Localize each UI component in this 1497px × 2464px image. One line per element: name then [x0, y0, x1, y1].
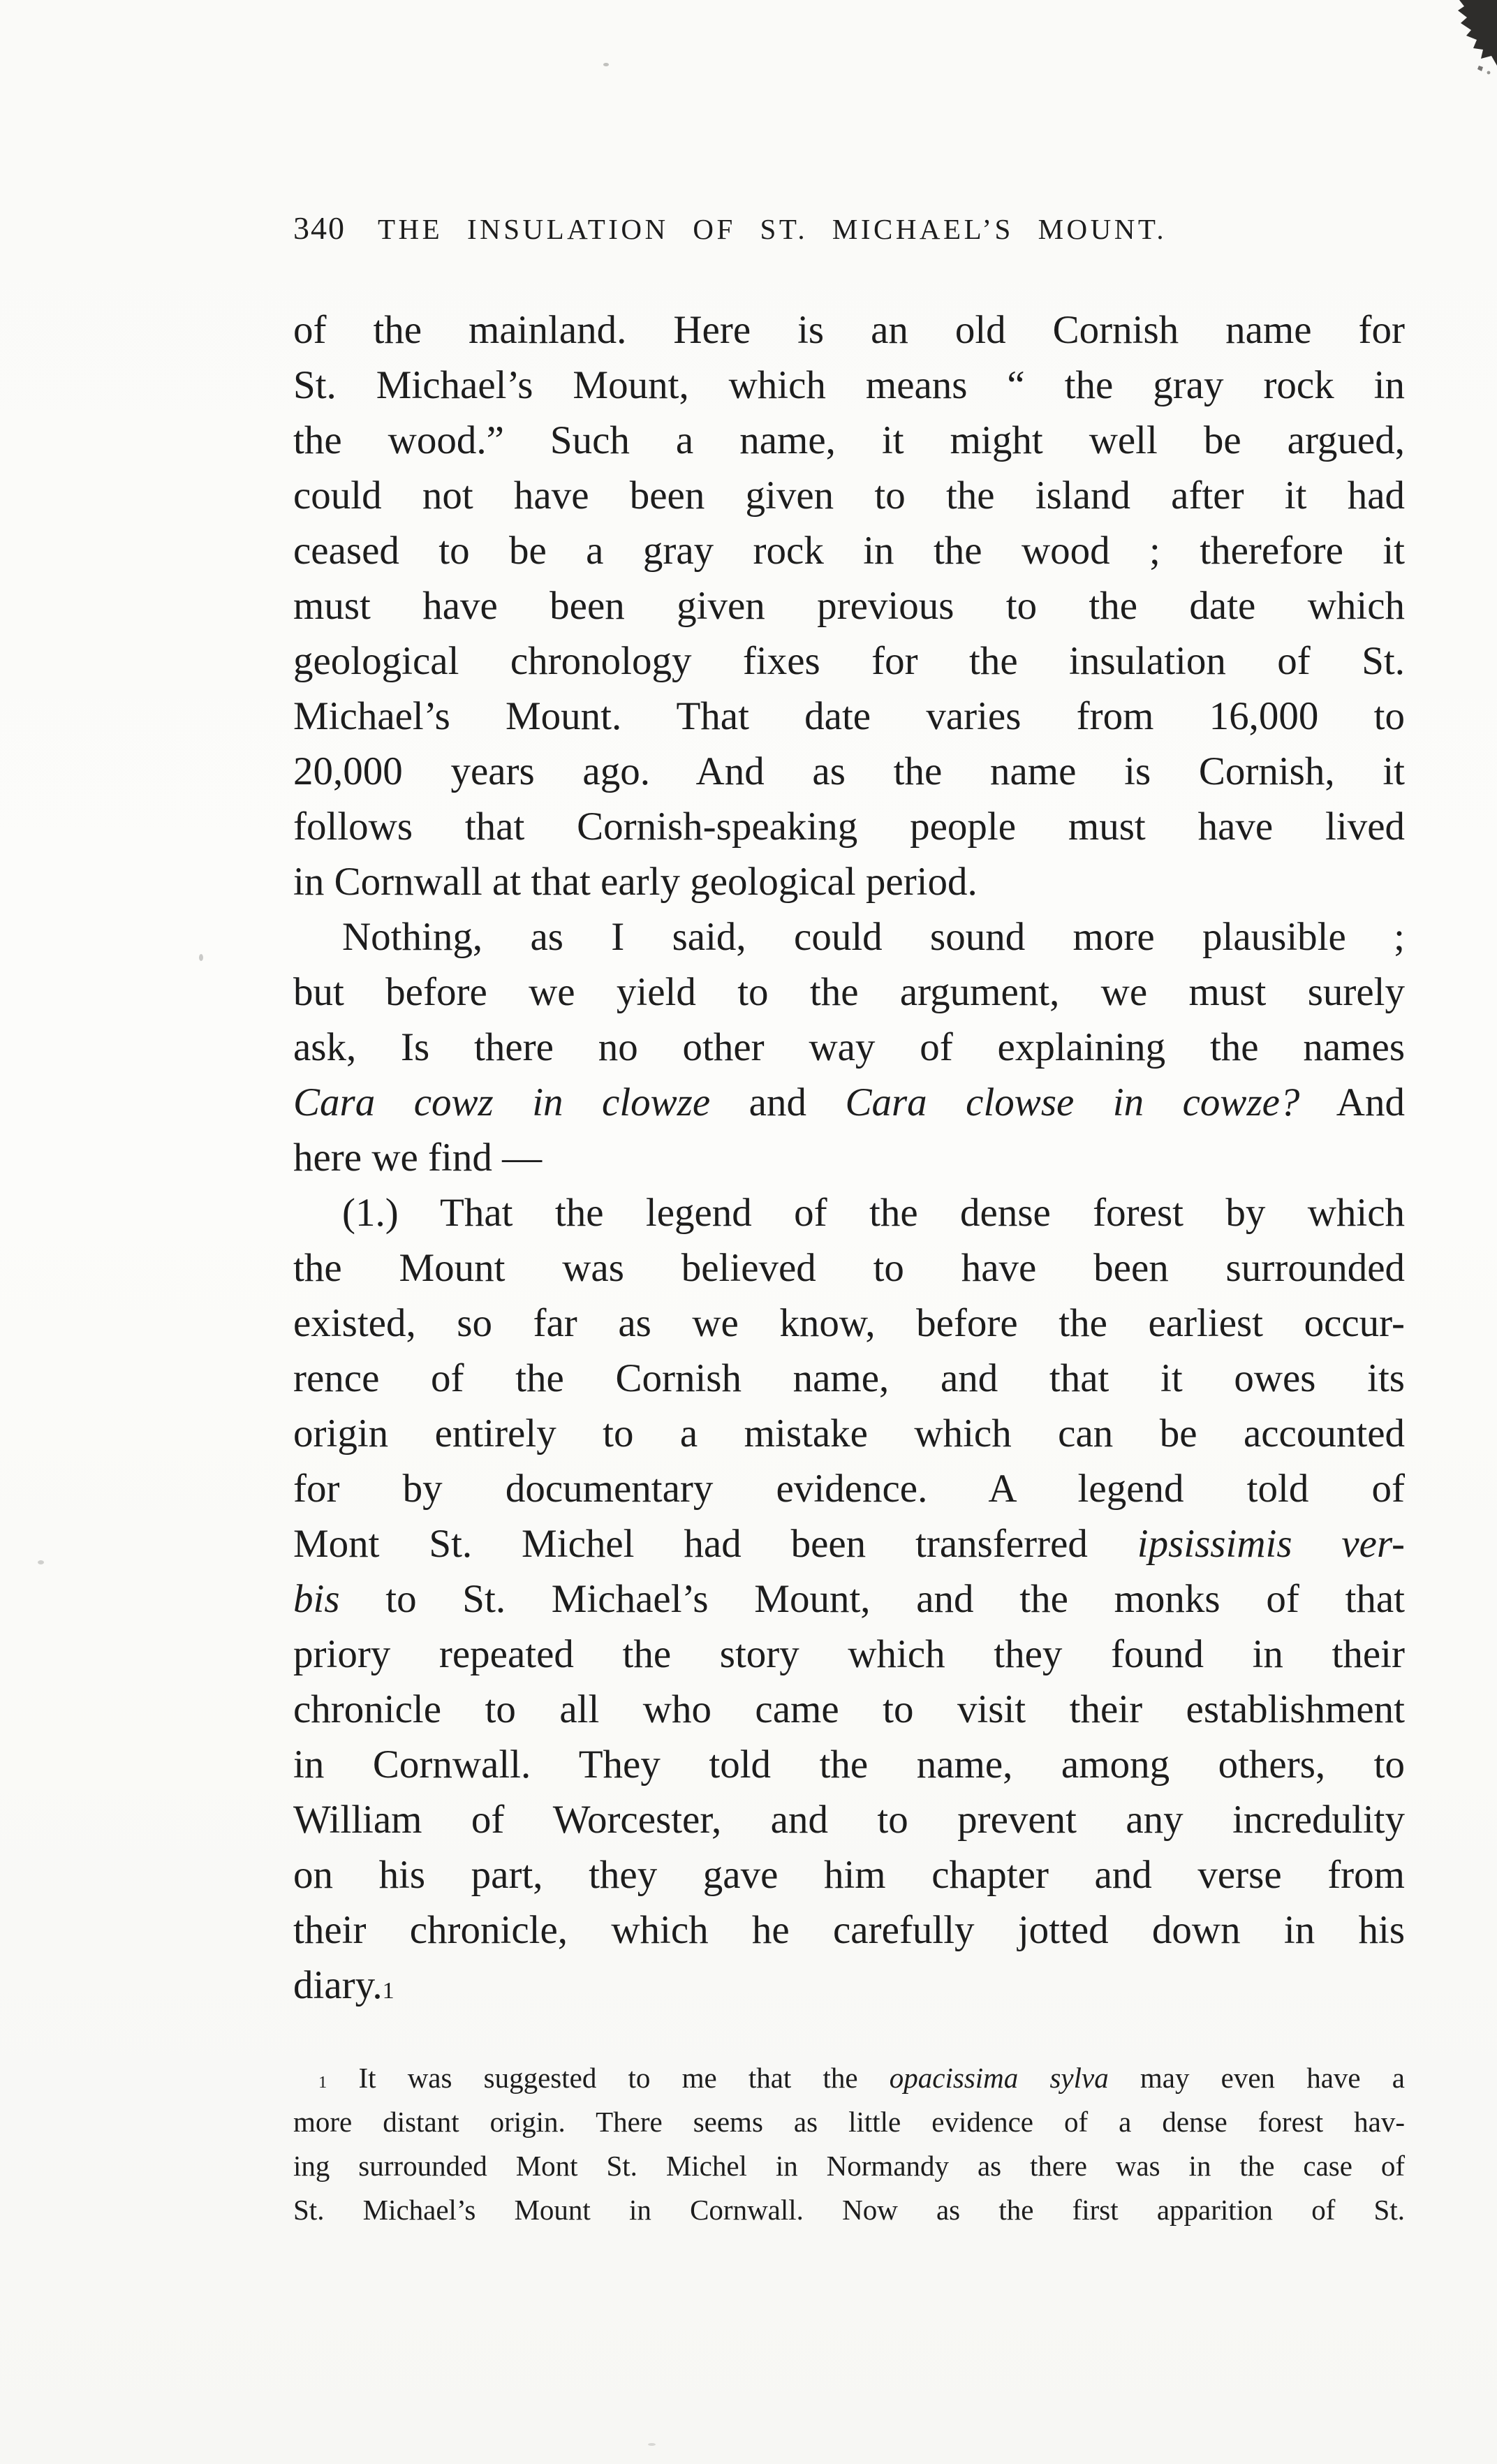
text-line: [293, 358, 1405, 413]
text-line: [293, 633, 1405, 689]
text-segment: (1.) That the legend of the dense forest by which: [342, 1191, 1405, 1235]
text-line: [293, 413, 1405, 468]
text-line: [293, 523, 1405, 578]
page-content: [293, 210, 1405, 2232]
text-line: [293, 1020, 1405, 1075]
page-body-text: [293, 302, 1405, 2013]
text-segment: diary.: [293, 1963, 383, 2007]
text-line: [293, 468, 1405, 523]
text-segment: to St. Michael’s Mount, and the monks of that: [339, 1577, 1405, 1621]
text-segment: of the mainland. Here is an old Cornish name for: [293, 308, 1405, 352]
text-line: [293, 578, 1405, 633]
text-line: [293, 1902, 1405, 1958]
text-segment: could not have been given to the island after it had: [293, 474, 1405, 518]
page-number: 340: [293, 210, 346, 246]
running-title: THE INSULATION OF ST. MICHAEL’S MOUNT.: [378, 213, 1167, 245]
scan-speck: [603, 63, 609, 66]
text-line: [293, 1958, 1405, 2013]
footnote-reference: 1: [382, 1978, 394, 2004]
text-segment: on his part, they gave him chapter and verse from: [293, 1853, 1405, 1897]
text-line: [293, 1516, 1405, 1571]
text-segment: chronicle to all who came to visit their establishment: [293, 1687, 1405, 1731]
text-segment: St. Michael’s Mount in Cornwall. Now as the first apparition of St.: [293, 2194, 1405, 2226]
ink-blot-artifact-icon: [1438, 0, 1497, 78]
text-line: [293, 1185, 1405, 1240]
text-segment: in Cornwall at that early geological period.: [293, 860, 978, 904]
text-segment: for by documentary evidence. A legend told of: [293, 1467, 1405, 1511]
text-line: [293, 1351, 1405, 1406]
text-segment: Michael’s Mount. That date varies from 16,000 to: [293, 694, 1405, 738]
scan-speck: [199, 954, 203, 961]
text-segment: And: [1299, 1080, 1405, 1124]
scan-speck: [648, 2443, 656, 2446]
text-line: [293, 1737, 1405, 1792]
text-line: [293, 909, 1405, 965]
text-line: [293, 1682, 1405, 1737]
text-segment: St. Michael’s Mount, which means “ the gray rock in: [293, 363, 1405, 407]
text-line: [293, 1075, 1405, 1130]
text-segment: William of Worcester, and to prevent any incredulity: [293, 1798, 1405, 1842]
text-line: [293, 854, 1405, 909]
italic-phrase: Cara clowse in cowze?: [845, 1080, 1300, 1124]
text-line: [293, 302, 1405, 358]
footnote-block: [293, 2056, 1405, 2232]
text-line: [293, 799, 1405, 854]
text-segment: Nothing, as I said, could sound more plausible ;: [342, 915, 1405, 959]
text-segment: priory repeated the story which they found in their: [293, 1632, 1405, 1676]
text-line: [293, 1130, 1405, 1185]
text-segment: ask, Is there no other way of explaining the names: [293, 1025, 1405, 1069]
italic-phrase: ipsissimis ver-: [1137, 1522, 1406, 1566]
text-segment: geological chronology fixes for the insulation of St.: [293, 639, 1405, 683]
text-segment: may even have a: [1108, 2062, 1405, 2094]
text-segment: It was suggested to me that the: [327, 2062, 890, 2094]
text-segment: existed, so far as we know, before the earliest occur-: [293, 1301, 1405, 1345]
text-segment: but before we yield to the argument, we must surely: [293, 970, 1405, 1014]
footnote-reference: 1: [318, 2073, 327, 2092]
text-segment: origin entirely to a mistake which can be accounted: [293, 1411, 1405, 1455]
text-line: [293, 1240, 1405, 1296]
text-segment: ing surrounded Mont St. Michel in Normandy as there was in the case of: [293, 2150, 1405, 2182]
text-line: [293, 1406, 1405, 1461]
text-line: [293, 2188, 1405, 2232]
text-segment: ceased to be a gray rock in the wood ; therefore it: [293, 529, 1405, 573]
text-line: [293, 2100, 1405, 2144]
text-segment: Mont St. Michel had been transferred: [293, 1522, 1137, 1566]
text-segment: and: [710, 1080, 846, 1124]
text-segment: follows that Cornish-speaking people must have lived: [293, 805, 1405, 849]
text-line: [293, 1461, 1405, 1516]
text-segment: 20,000 years ago. And as the name is Cornish, it: [293, 749, 1405, 793]
text-segment: the Mount was believed to have been surrounded: [293, 1246, 1405, 1290]
text-segment: more distant origin. There seems as little evidence of a dense forest hav-: [293, 2106, 1405, 2138]
text-line: [293, 1571, 1405, 1627]
text-segment: their chronicle, which he carefully jotted down in his: [293, 1908, 1405, 1952]
text-segment: in Cornwall. They told the name, among others, to: [293, 1743, 1405, 1787]
text-line: [293, 2056, 1405, 2100]
scan-speck: [38, 1560, 44, 1564]
text-segment: must have been given previous to the date which: [293, 584, 1405, 628]
text-line: [293, 1627, 1405, 1682]
text-line: [293, 744, 1405, 799]
italic-phrase: bis: [293, 1577, 340, 1621]
running-head: [293, 210, 1405, 247]
text-segment: the wood.” Such a name, it might well be argued,: [293, 418, 1405, 462]
text-line: [293, 1847, 1405, 1902]
text-segment: rence of the Cornish name, and that it owes its: [293, 1356, 1405, 1400]
text-line: [293, 2144, 1405, 2188]
text-line: [293, 965, 1405, 1020]
text-line: [293, 1792, 1405, 1847]
text-line: [293, 689, 1405, 744]
italic-phrase: opacissima sylva: [889, 2062, 1109, 2094]
text-line: [293, 1296, 1405, 1351]
italic-phrase: Cara cowz in clowze: [293, 1080, 711, 1124]
text-segment: here we find —: [293, 1136, 543, 1180]
